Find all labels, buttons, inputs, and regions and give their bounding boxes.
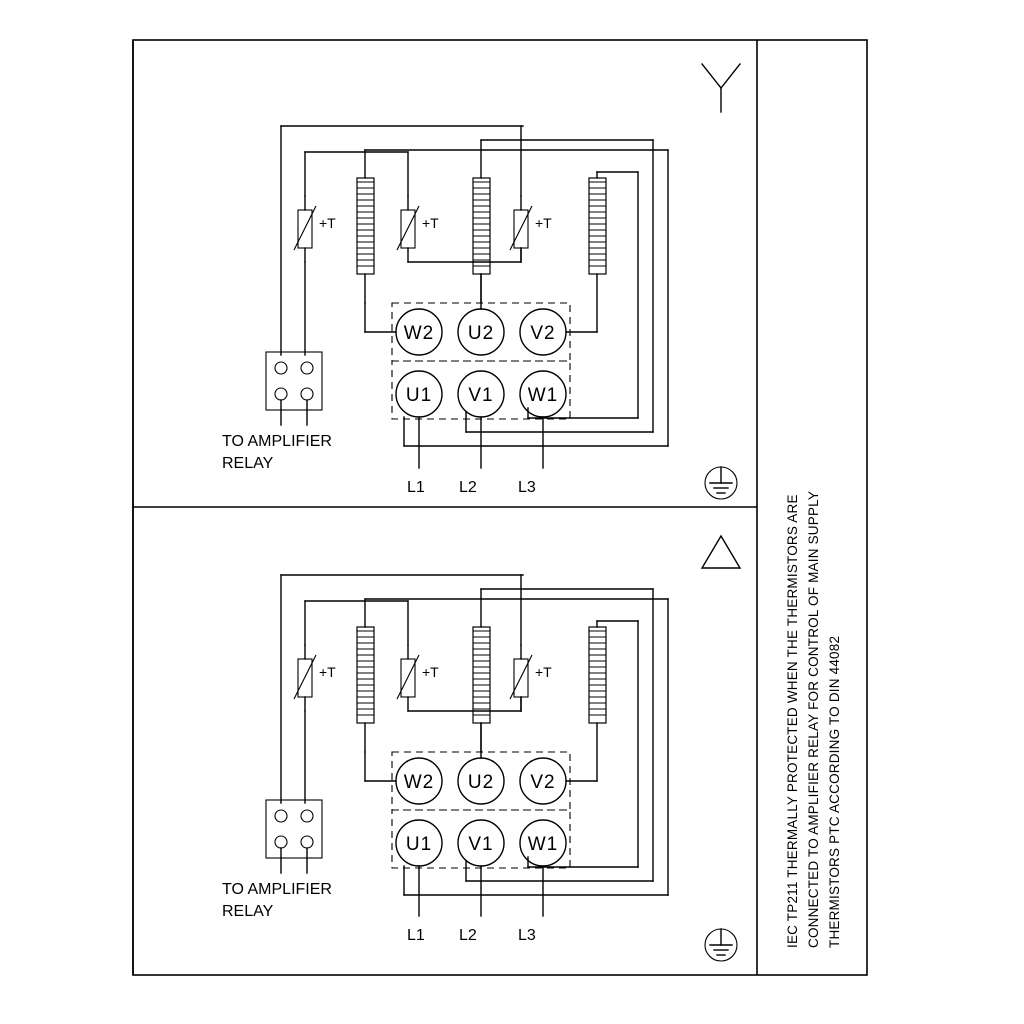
- winding-coil-1: [357, 599, 374, 752]
- note-line-3: THERMISTORS PTC ACCORDING TO DIN 44082: [827, 635, 842, 948]
- thermistor-1: [294, 645, 316, 711]
- phase-label-l3: L3: [518, 927, 536, 944]
- note-line-1: IEC TP211 THERMALLY PROTECTED WHEN THE THERMISTORS ARE: [785, 494, 800, 948]
- terminal-label-u2: U2: [467, 772, 495, 793]
- phase-label-l3: L3: [518, 479, 536, 496]
- winding-coil-1: [357, 150, 374, 303]
- amplifier-relay-connector: [266, 352, 322, 425]
- terminal-label-v1: V1: [468, 834, 494, 855]
- thermistor-1: [294, 196, 316, 262]
- amplifier-relay-label-line1: TO AMPLIFIER: [222, 433, 332, 450]
- thermistor-label-2: +T: [422, 664, 439, 680]
- thermistor-2: [397, 645, 419, 711]
- amplifier-relay-label-line1: TO AMPLIFIER: [222, 881, 332, 898]
- terminal-label-v2: V2: [530, 772, 556, 793]
- panel-delta: [222, 536, 740, 961]
- delta-connection-symbol: [702, 536, 740, 568]
- terminal-label-u2: U2: [467, 323, 495, 344]
- earth-ground-symbol: [705, 929, 737, 961]
- thermistor-label-1: +T: [319, 215, 336, 231]
- winding-coil-3: [589, 172, 606, 332]
- phase-label-l2: L2: [459, 927, 477, 944]
- terminal-label-w1: W1: [527, 834, 559, 855]
- terminal-label-v1: V1: [468, 385, 494, 406]
- terminal-label-v2: V2: [530, 323, 556, 344]
- thermistor-label-2: +T: [422, 215, 439, 231]
- note-line-2: CONNECTED TO AMPLIFIER RELAY FOR CONTROL OF MAIN SUPPLY: [806, 490, 821, 948]
- earth-ground-symbol: [705, 467, 737, 499]
- terminal-label-u1: U1: [405, 834, 433, 855]
- terminal-label-w2: W2: [403, 323, 435, 344]
- star-connection-symbol: [702, 64, 740, 112]
- thermistor-label-3: +T: [535, 215, 552, 231]
- phase-label-l1: L1: [407, 927, 425, 944]
- amplifier-relay-connector: [266, 800, 322, 873]
- thermistor-label-1: +T: [319, 664, 336, 680]
- notes-column: [757, 40, 867, 975]
- terminal-label-w2: W2: [403, 772, 435, 793]
- thermistor-label-3: +T: [535, 664, 552, 680]
- phase-label-l1: L1: [407, 479, 425, 496]
- phase-label-l2: L2: [459, 479, 477, 496]
- panel-star: [222, 64, 740, 499]
- terminal-label-u1: U1: [405, 385, 433, 406]
- winding-coil-3: [589, 621, 606, 781]
- terminal-label-w1: W1: [527, 385, 559, 406]
- amplifier-relay-label-line2: RELAY: [222, 903, 274, 920]
- thermistor-2: [397, 196, 419, 262]
- amplifier-relay-label-line2: RELAY: [222, 455, 274, 472]
